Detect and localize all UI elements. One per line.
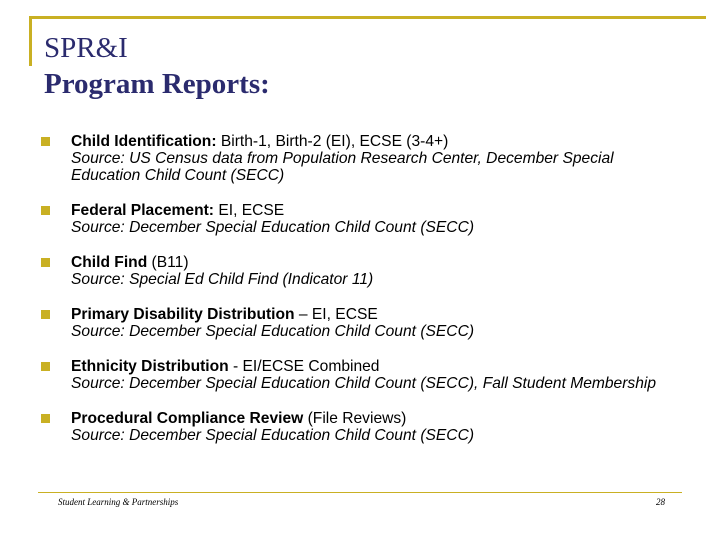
item-detail: (B11) (147, 254, 189, 271)
item-source: Source: Special Ed Child Find (Indicator 11) (71, 271, 374, 288)
footer-rule (38, 492, 682, 493)
item-detail: Birth-1, Birth-2 (EI), ECSE (3-4+) (216, 133, 449, 150)
item-title: Ethnicity Distribution (71, 358, 229, 375)
item-title: Child Identification: (71, 133, 217, 150)
item-heading (71, 358, 379, 375)
slide-title-line2: Program Reports: (44, 68, 270, 100)
square-bullet-icon (41, 137, 50, 146)
list-item (41, 306, 681, 340)
item-heading (71, 410, 406, 427)
item-source: Source: December Special Education Child Count (SECC) (71, 323, 475, 340)
frame-top-rule (29, 16, 706, 19)
item-detail: - EI/ECSE Combined (228, 358, 380, 375)
square-bullet-icon (41, 206, 50, 215)
item-detail: EI, ECSE (214, 202, 285, 219)
list-item (41, 410, 681, 444)
item-title: Procedural Compliance Review (71, 410, 304, 427)
square-bullet-icon (41, 414, 50, 423)
square-bullet-icon (41, 362, 50, 371)
item-title: Federal Placement: (71, 202, 215, 219)
item-heading (71, 306, 378, 323)
page-number: 28 (656, 497, 665, 507)
list-item (41, 358, 681, 392)
footer-text: Student Learning & Partnerships (58, 497, 179, 507)
slide-title (44, 30, 270, 102)
list-item (41, 254, 681, 288)
square-bullet-icon (41, 310, 50, 319)
item-source: Source: December Special Education Child Count (SECC) (71, 427, 475, 444)
slide-title-line1: SPR&I (44, 32, 128, 64)
item-heading (71, 254, 189, 271)
list-item (41, 202, 681, 236)
square-bullet-icon (41, 258, 50, 267)
item-title: Child Find (71, 254, 148, 271)
item-heading (71, 133, 448, 150)
item-source: Source: December Special Education Child Count (SECC), Fall Student Membership (71, 375, 657, 392)
frame-left-rule (29, 16, 32, 66)
item-title: Primary Disability Distribution (71, 306, 295, 323)
report-list (41, 133, 681, 462)
list-item (41, 133, 681, 184)
item-source: Source: December Special Education Child Count (SECC) (71, 219, 475, 236)
item-heading (71, 202, 284, 219)
item-detail: (File Reviews) (303, 410, 407, 427)
item-source: Source: US Census data from Population Research Center, December Special Education Child Count (SECC) (71, 150, 614, 184)
item-detail: – EI, ECSE (294, 306, 378, 323)
